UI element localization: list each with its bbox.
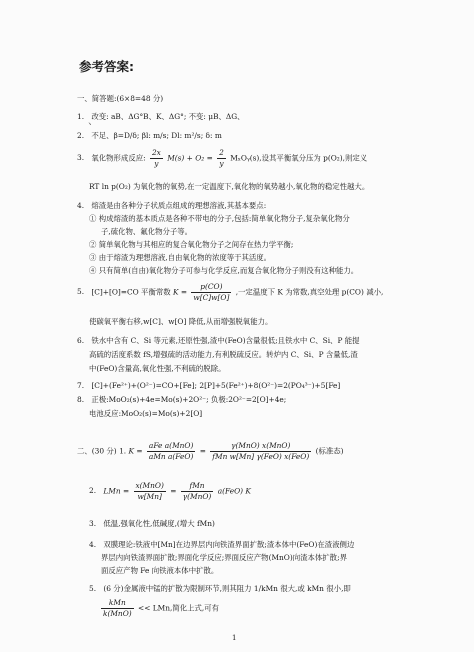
s2-q3-text: 低温,强氧化性,低碱度,(增大 fMn) bbox=[103, 519, 215, 528]
q4-item: 子,硫化物、氟化物分子等。 bbox=[101, 227, 193, 236]
s2-q4-line2: 界层内向铁渣界面扩散;界面化学反应;界面反应产物(MnO)向渣本体扩散;界 bbox=[101, 553, 347, 562]
s2-q2-fraction-1 bbox=[134, 481, 166, 502]
q3-line2: RT ln p(O₂) 为氧化物的氧势,在一定温度下,氧化物的氧势越小,氧化物的稳定性越大。 bbox=[89, 182, 370, 191]
s2-q1-f2-num: γ(MnO) x(MnO) bbox=[210, 441, 311, 452]
q3-fraction-1 bbox=[150, 148, 163, 169]
page-title: 参考答案: bbox=[79, 59, 134, 74]
q3-frac2-den: y bbox=[219, 158, 224, 168]
q6-answer bbox=[77, 336, 360, 346]
q5-frac-num: p(CO) bbox=[191, 282, 231, 293]
q1-text: 改变: aB、ΔG°B、K、ΔG°; 不变: μB、ΔG、 bbox=[91, 112, 245, 121]
q3-frac1-num: 2x bbox=[151, 148, 161, 157]
section2-q3 bbox=[89, 519, 215, 529]
q7-number: 7. bbox=[77, 381, 85, 390]
s2-q2-f2-den: γ(MnO) bbox=[182, 491, 212, 501]
q2-text: 不足、β=D/δ; βl: m/s; Dl: m²/s; δ: m bbox=[91, 131, 222, 140]
s2-q4-line3: 面反应产物 Fe 向铁液本体中扩散。 bbox=[101, 566, 219, 575]
s2-q5-fraction bbox=[101, 598, 134, 619]
s2-q5-line2 bbox=[99, 598, 219, 619]
page-number: 1 bbox=[232, 634, 237, 642]
section1-heading: 一、简答题:(6×8=48 分) bbox=[77, 94, 164, 103]
q1-number: 1. bbox=[77, 112, 85, 121]
section2-q5 bbox=[89, 584, 351, 594]
q6-line1: 铁水中含有 C、Si 等元素,还原性强,渣中(FeO)含量很低;且铁水中 C、Si、P 能提 bbox=[91, 336, 360, 345]
q2-answer bbox=[77, 131, 222, 141]
s2-q1-fraction-1 bbox=[147, 441, 195, 462]
s2-q5-line1: (6 分)金属液中锰的扩散为限制环节,则其阻力 1/kMn 很大,或 kMn 很小,即 bbox=[103, 584, 351, 593]
s2-q5-tail: << LMn,简化上式,可有 bbox=[138, 603, 220, 613]
q8-number: 8. bbox=[77, 395, 85, 404]
section2-q1 bbox=[77, 441, 344, 462]
q4-number: 4. bbox=[77, 201, 85, 210]
s2-q1-fraction-2 bbox=[210, 441, 311, 462]
s2-q5-frac-den: k(MnO) bbox=[103, 608, 132, 618]
s2-q4-number: 4. bbox=[89, 540, 97, 549]
q3-text-b: MₓOᵧ(s),设其平衡氧分压为 p(O₂),则定义 bbox=[230, 153, 368, 163]
s2-q2-number: 2. bbox=[89, 486, 97, 496]
s2-q4-line1: 双膜理论:铁液中[Mn]在边界层内向铁渣界面扩散;渣本体中(FeO)在渣液侧边 bbox=[103, 540, 355, 549]
s2-q3-number: 3. bbox=[89, 519, 97, 528]
q8-answer bbox=[77, 395, 286, 405]
q6-number: 6. bbox=[77, 336, 85, 345]
s2-q2-fraction-2 bbox=[181, 481, 214, 502]
s2-q2-f2-num: fMn bbox=[181, 481, 214, 492]
q6-line3: 中(FeO)含量高,氧化性强,不利硫的脱除。 bbox=[89, 364, 226, 373]
q6-line2: 高硫的活度系数 fS,增强硫的活动能力,有利脱硫反应。转炉内 C、Si、P 含量低,渣 bbox=[89, 350, 358, 359]
q4-item: ③ 由于熔渣为理想溶液,自由氧化物的浓度等于其活度。 bbox=[89, 253, 272, 262]
q4-item: ④ 只有简单(自由)氧化物分子可参与化学反应,而复合氧化物分子则没有这种能力。 bbox=[89, 266, 359, 275]
s2-q1-f2-den: fMn w[Mn] γ(FeO) x(FeO) bbox=[212, 451, 310, 461]
q4-intro bbox=[77, 201, 266, 211]
q5-frac-den: w[C]w[O] bbox=[193, 292, 230, 302]
section2-q2 bbox=[89, 481, 251, 502]
tick-mark-icon: ヽ bbox=[86, 120, 93, 128]
q8-text: 正极:MoO₂(s)+4e=Mo(s)+2O²⁻; 负极:2O²⁻=2[O]+4e; bbox=[91, 395, 287, 404]
q5-number: 5. bbox=[77, 287, 85, 297]
q4-item: ② 简单氧化物与其相应的复合氧化物分子之间存在热力学平衡; bbox=[89, 240, 294, 249]
q4-intro-text: 熔渣是由各种分子状质点组成的理想溶液,其基本要点: bbox=[91, 201, 267, 210]
s2-q2-eq: = bbox=[170, 486, 177, 496]
section2-heading: 二、(30 分) bbox=[77, 446, 117, 456]
q7-text: [C]+(Fe²⁺)+(O²⁻)=CO+[Fe]; 2[P]+5(Fe²⁺)+8(O²⁻)=2(PO₄³⁻)+5[Fe] bbox=[91, 381, 341, 390]
q8-line2: 电池反应:MoO₂(s)=Mo(s)+2[O] bbox=[89, 409, 203, 418]
q5-text-b: ,一定温度下 K 为常数,真空处理 p(CO) 减小, bbox=[235, 287, 384, 297]
q4-item: ① 构成熔渣的基本质点是各种不带电的分子,包括:简单氧化物分子,复杂氧化物分 bbox=[89, 214, 350, 223]
s2-q2-l: LMn = bbox=[103, 486, 130, 496]
s2-q2-tail: a(FeO) K bbox=[217, 486, 251, 496]
q3-fraction-2 bbox=[217, 148, 226, 169]
q1-answer bbox=[77, 112, 245, 122]
q7-answer bbox=[77, 381, 340, 391]
s2-q1-k: K = bbox=[128, 446, 143, 456]
q3-frac1-den: y bbox=[154, 158, 159, 168]
s2-q2-f1-den: w[Mn] bbox=[137, 491, 162, 501]
q5-fraction bbox=[191, 282, 231, 303]
q5-k-label: K = bbox=[172, 287, 188, 297]
q3-mid: M(s) + O₂ = bbox=[167, 153, 213, 163]
s2-q1-f1-den: aMn a(FeO) bbox=[148, 451, 194, 461]
q5-answer bbox=[77, 282, 383, 303]
s2-q1-eq: = bbox=[199, 446, 206, 456]
section2-q4 bbox=[89, 540, 354, 550]
q3-number: 3. bbox=[77, 153, 85, 163]
s2-q1-number: 1. bbox=[119, 446, 127, 456]
s2-q1-f1-num: aFe a(MnO) bbox=[148, 441, 194, 450]
q3-frac2-num: 2 bbox=[219, 148, 224, 157]
s2-q1-note: (标准态) bbox=[315, 446, 344, 456]
q3-answer bbox=[77, 148, 367, 169]
q5-line2: 使碳氧平衡右移,w[C]、w[O] 降低,从而增强脱氧能力。 bbox=[89, 317, 273, 326]
s2-q2-f1-num: x(MnO) bbox=[135, 481, 164, 490]
q5-text-a: [C]+[O]=CO 平衡常数 bbox=[91, 287, 171, 297]
q3-text-a: 氧化物形成反应: bbox=[91, 153, 146, 163]
s2-q5-frac-num: kMn bbox=[101, 598, 134, 609]
q2-number: 2. bbox=[77, 131, 85, 140]
s2-q5-number: 5. bbox=[89, 584, 97, 593]
